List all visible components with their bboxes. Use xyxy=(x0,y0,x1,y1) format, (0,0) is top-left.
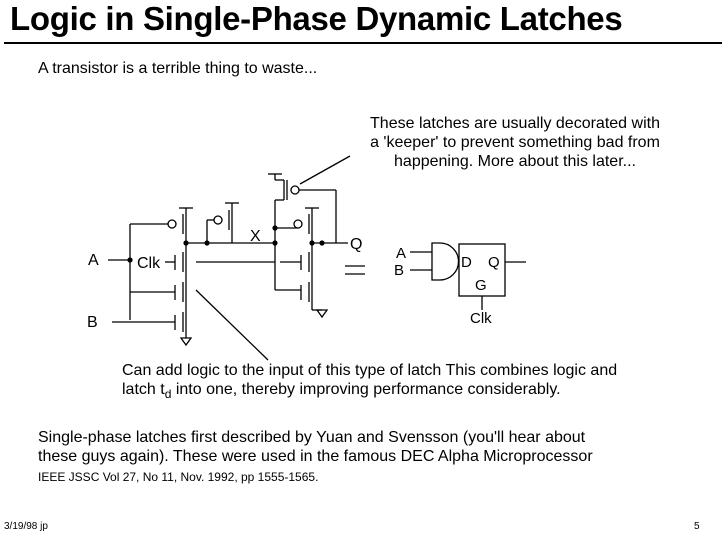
logic-callout-subscript: d xyxy=(164,387,172,402)
equals-sign xyxy=(345,266,365,274)
logic-callout-arrow xyxy=(196,290,268,360)
stage-3-transistors xyxy=(268,174,348,317)
input-b-label: B xyxy=(87,314,98,331)
keeper-callout-line-2: a 'keeper' to prevent something bad from xyxy=(370,134,660,151)
stage-2-transistors xyxy=(196,203,275,262)
output-q-label: Q xyxy=(350,236,363,253)
equivalent-circuit xyxy=(394,243,526,327)
page-number: 5 xyxy=(694,521,700,532)
and-gate xyxy=(432,243,459,280)
logic-callout xyxy=(122,361,702,404)
clock-label: Clk xyxy=(137,255,161,272)
history-line-1: Single-phase latches first described by Yuan and Svensson (you'll hear about xyxy=(38,429,586,446)
logic-callout-line-2-prefix: latch t xyxy=(122,381,165,398)
history-line-2: these guys again). These were used in the famous DEC Alpha Microprocessor xyxy=(38,448,593,465)
logic-callout-line-2 xyxy=(122,380,702,404)
gate-input-a-label: A xyxy=(396,245,407,262)
keeper-callout-line-1: These latches are usually decorated with xyxy=(370,115,660,132)
latch-clock-label: Clk xyxy=(470,310,492,327)
history-note xyxy=(38,428,698,466)
logic-callout-line-1: Can add logic to the input of this type of latch This combines logic and xyxy=(122,362,618,379)
keeper-callout-line-3: happening. More about this later... xyxy=(394,153,636,170)
input-a-label: A xyxy=(88,252,99,269)
page-title: Logic in Single-Phase Dynamic Latches xyxy=(10,0,623,37)
latch-g-label: G xyxy=(475,277,487,294)
node-x-label: X xyxy=(250,228,261,245)
reference-citation: IEEE JSSC Vol 27, No 11, Nov. 1992, pp 1555-1565. xyxy=(38,470,319,484)
latch-d-label: D xyxy=(461,254,472,271)
keeper-callout-arrow xyxy=(300,156,350,184)
footer-date: 3/19/98 jp xyxy=(4,521,48,532)
logic-callout-line-2-suffix: into one, thereby improving performance considerably. xyxy=(171,381,561,398)
subtitle: A transistor is a terrible thing to waste... xyxy=(38,60,318,77)
latch-q-label: Q xyxy=(488,254,500,271)
gate-input-b-label: B xyxy=(394,262,405,279)
